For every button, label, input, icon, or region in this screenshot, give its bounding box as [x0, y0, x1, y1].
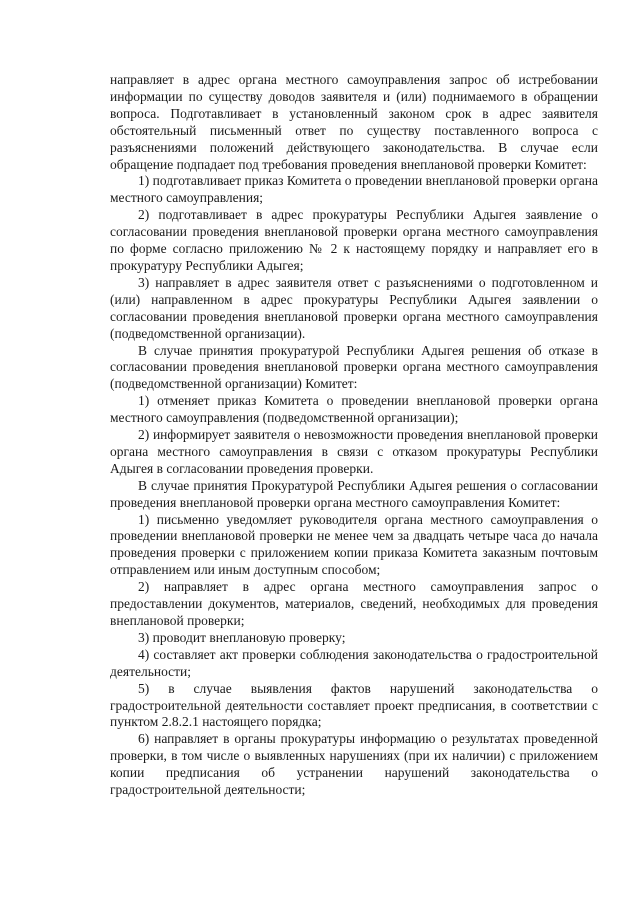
- paragraph-approval-case: В случае принятия Прокуратурой Республики Адыгея решения о согласовании проведения внеплановой проверки органа местного самоуправления Комитет:: [110, 477, 598, 510]
- refusal-item-2: 2) информирует заявителя о невозможности проведения внеплановой проверки органа местного самоуправления в связи с отказом прокуратуры Республики Адыгея в согласовании проведения проверки.: [110, 427, 598, 476]
- approval-item-5: 5) в случае выявления фактов нарушений законодательства о градостроительной деятельности составляет проект предписания, в соответствии с пунктом 2.8.2.1 настоящего порядка;: [110, 680, 598, 730]
- document-page: [110, 72, 598, 799]
- refusal-item-1: 1) отменяет приказ Комитета о проведении внеплановой проверки органа местного самоуправления (подведомственной организации);: [110, 393, 598, 426]
- list-item-1-order: 1) подготавливает приказ Комитета о проведении внеплановой проверки органа местного самоуправления;: [110, 173, 598, 206]
- approval-item-4: 4) составляет акт проверки соблюдения законодательства о градостроительной деятельности;: [110, 646, 598, 679]
- paragraph-refusal-case: В случае принятия прокуратурой Республики Адыгея решения об отказе в согласовании проведения внеплановой проверки органа местного самоуправления (подведомственной организации) Комитет:: [110, 342, 598, 392]
- approval-item-6: 6) направляет в органы прокуратуры информацию о результатах проведенной проверки, в том числе о выявленных нарушениях (при их наличии) с приложением копии предписания об устранении нарушений законодательства о градостроительной деятельности;: [110, 731, 598, 798]
- approval-item-3: 3) проводит внеплановую проверку;: [138, 629, 346, 645]
- approval-item-1: 1) письменно уведомляет руководителя органа местного самоуправления о проведении внеплановой проверки не менее чем за двадцать четыре часа до начала проведения проверки с приложением копии приказа Комитета заказным почтовым отправлением или иным доступным способом;: [110, 511, 598, 578]
- approval-item-2: 2) направляет в адрес органа местного самоуправления запрос о предоставлении документов, материалов, сведений, необходимых для проведения внеплановой проверки;: [110, 579, 598, 628]
- list-item-2-prosecutor-request: 2) подготавливает в адрес прокуратуры Республики Адыгея заявление о согласовании проведения внеплановой проверки органа местного самоуправления по форме согласно приложению № 2 к настоящему порядку и направляет его в прокуратуру Республики Адыгея;: [110, 207, 598, 273]
- paragraph-intro: направляет в адрес органа местного самоуправления запрос об истребовании информации по существу доводов заявителя и (или) поднимаемого в обращении вопроса. Подготавливает в установленный законом срок в адрес заявителя обстоятельный письменный ответ по существу поставленного вопроса с разъяснениями положений действующего законодательства. В случае если обращение подпадает под требования проведения внеплановой проверки Комитет:: [110, 72, 598, 172]
- list-item-3-applicant-reply: 3) направляет в адрес заявителя ответ с разъяснениями о подготовленном и (или) направленном в адрес прокуратуры Республики Адыгея заявлении о согласовании проведения внеплановой проверки органа местного самоуправления (подведомственной организации).: [110, 274, 598, 341]
